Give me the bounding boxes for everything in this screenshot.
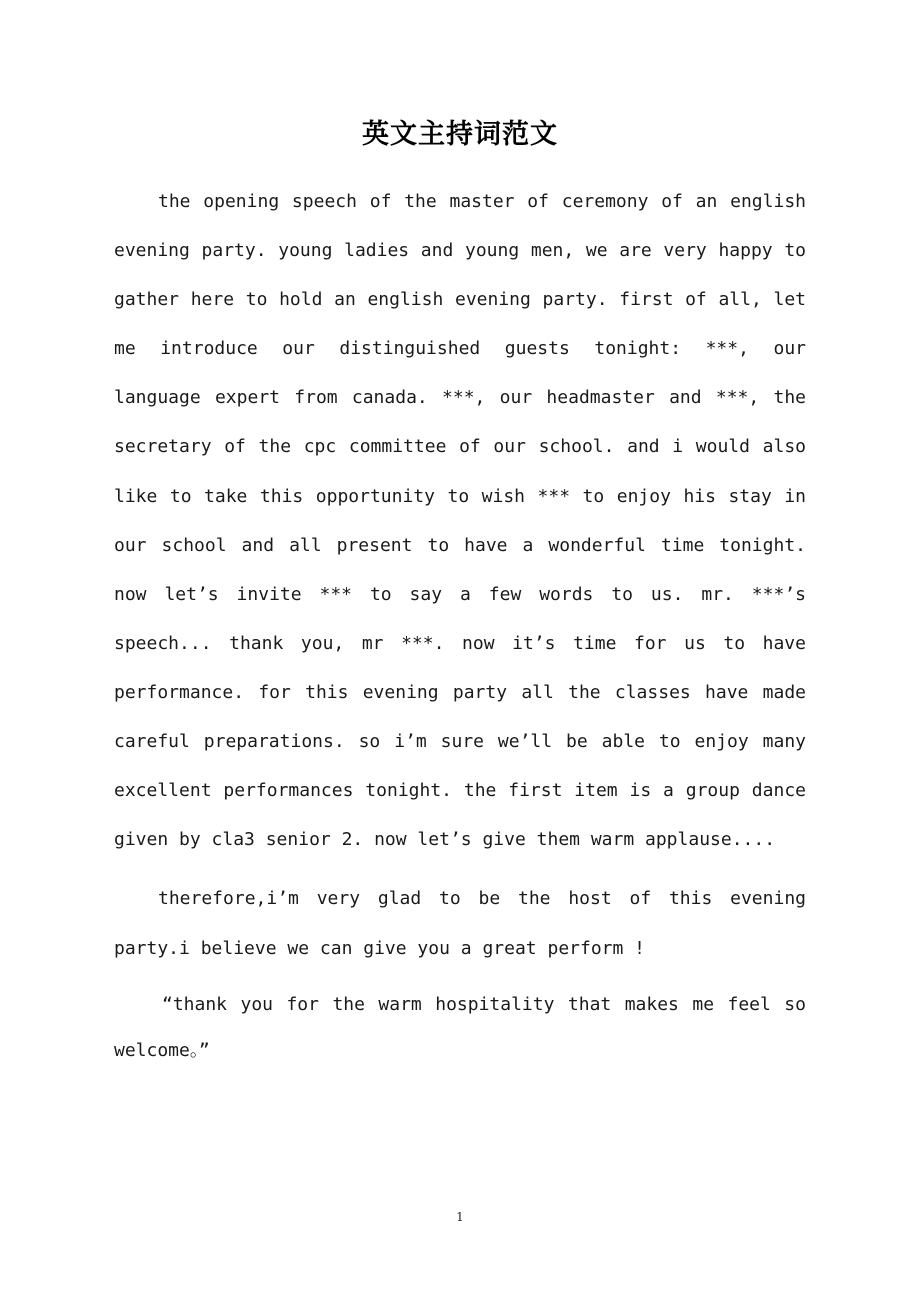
paragraph-opening-speech: the opening speech of the master of ceremony of an english evening party. young ladies and young men, we are very happy to gather here to hold an english evening party. first of all, let me introduce our distinguished guests tonight: ***, our language expert from canada. ***, our headmaster and ***, the secretary of the cpc committee of our school. and i would also like to take this opportunity to wish *** to enjoy his stay in our school and all present to have a wonderful time tonight. now let’s invite *** to say a few words to us. mr. ***’s speech... thank you, mr ***. now it’s time for us to have performance. for this evening party all the classes have made careful preparations. so i’m sure we’ll be able to enjoy many excellent performances tonight. the first item is a group dance given by cla3 senior 2. now let’s give them warm applause.... — [114, 191, 806, 851]
paragraph-thank-you-quote: “thank you for the warm hospitality that makes me feel so welcome。” — [114, 994, 806, 1061]
page-number: 1 — [456, 1210, 464, 1224]
paragraph-host-statement: therefore,i’m very glad to be the host of this evening party.i believe we can give you a great perform ! — [114, 888, 806, 959]
page-title: 英文主持词范文 — [362, 119, 558, 150]
